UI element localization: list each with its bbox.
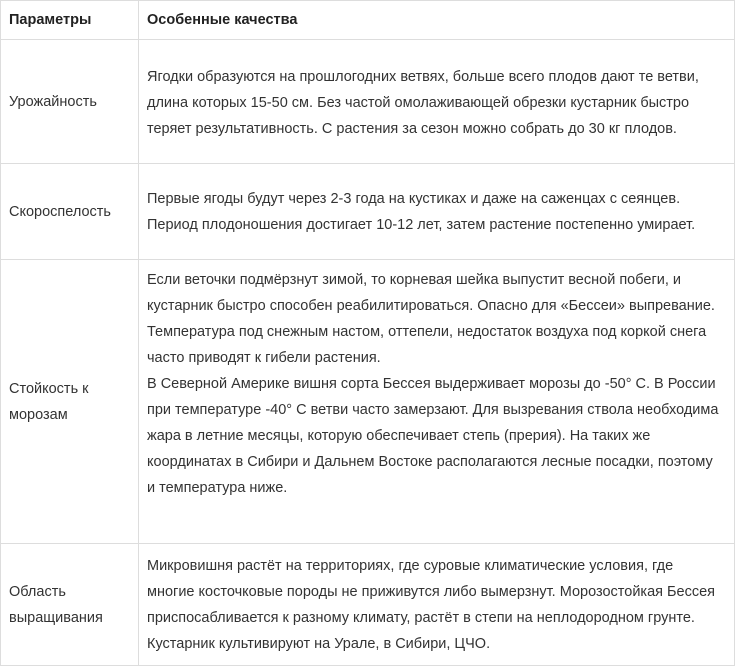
table-header-row [1,1,735,40]
row-parameter-cell: Урожайность [1,40,139,164]
column-header-qualities: Особенные качества [139,1,735,40]
description-paragraph: В Северной Америке вишня сорта Бессея выдерживает морозы до -50° С. В России при температуре -40° С ветви часто замерзают. Для вызревания ствола необходима жара в летние месяцы, которую обеспечивает степь (прерия). На таких же координатах в Сибири и Дальнем Востоке располагаются лесные посадки, поэтому и температура ниже. [147,376,719,496]
row-parameter-cell: Область выращивания [1,544,139,666]
table-row [1,164,735,260]
description-paragraph: Если веточки подмёрзнут зимой, то корневая шейка выпустит весной побеги, и кустарник быстро способен реабилитироваться. Опасно для «Бессеи» выпревание. Температура под снежным настом, оттепели, недостаток воздуха под коркой снега часто приводят к гибели растения. [147,272,715,366]
description-paragraph: Ягодки образуются на прошлогодних ветвях, больше всего плодов дают те ветви, длина которых 15-50 см. Без частой омолаживающей обрезки кустарник быстро теряет результативность. С растения за сезон можно собрать до 30 кг плодов. [147,68,699,137]
row-description-cell [139,544,735,666]
description-paragraph: Микровишня растёт на территориях, где суровые климатические условия, где многие косточковые породы не приживутся либо вымерзнут. Морозостойкая Бессея приспосабливается к разному климату, растёт в степи на неплодородном грунте. Кустарник культивируют на Урале, в Сибири, ЦЧО. [147,557,716,652]
table-row [1,544,735,666]
row-description-cell [139,260,735,544]
table-row [1,40,735,164]
row-description-cell [139,164,735,260]
column-header-parameters: Параметры [1,1,139,40]
row-description-cell [139,40,735,164]
table-row [1,260,735,544]
row-parameter-cell: Стойкость к морозам [1,260,139,544]
description-paragraph: Первые ягоды будут через 2-3 года на кустиках и даже на саженцах с сеянцев. Период плодоношения достигает 10-12 лет, затем растение постепенно умирает. [147,190,696,233]
row-parameter-cell: Скороспелость [1,164,139,260]
